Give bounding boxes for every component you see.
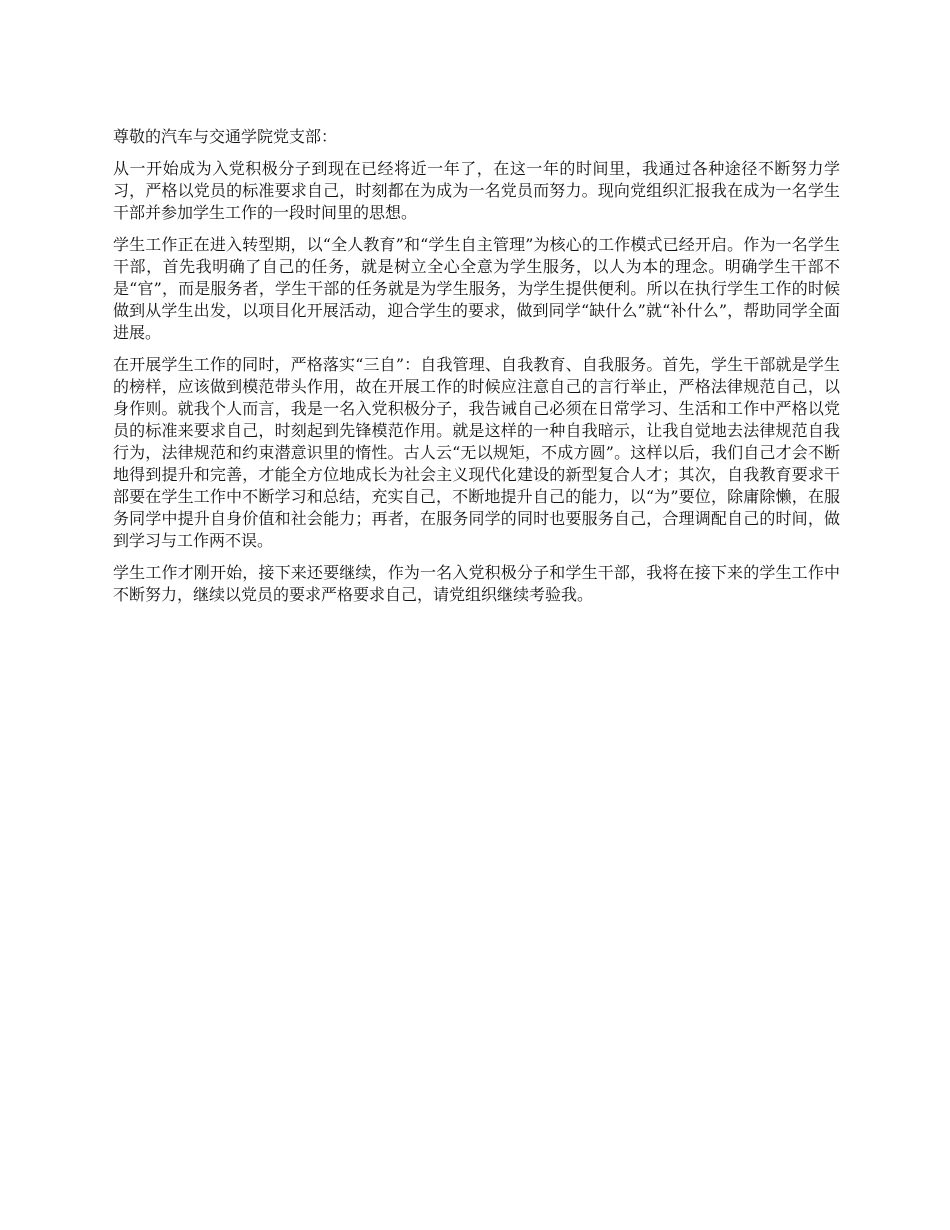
letter-paragraph-1: 从一开始成为入党积极分子到现在已经将近一年了，在这一年的时间里，我通过各种途径不断努力学习，严格以党员的标准要求自己，时刻都在为成为一名党员而努力。现向党组织汇报我在成为一名学生干部并参加学生工作的一段时间里的思想。: [113, 159, 840, 222]
letter-paragraph-3: 在开展学生工作的同时，严格落实“三自”：自我管理、自我教育、自我服务。首先，学生干部就是学生的榜样，应该做到模范带头作用，故在开展工作的时候应注意自己的言行举止，严格法律规范自己，以身作则。就我个人而言，我是一名入党积极分子，我告诫自己必须在日常学习、生活和工作中严格以党员的标准来要求自己，时刻起到先锋模范作用。就是这样的一种自我暗示，让我自觉地去法律规范自我行为，法律规范和约束潜意识里的惰性。古人云“无以规矩，不成方圆”。这样以后，我们自己才会不断地得到提升和完善，才能全方位地成长为社会主义现代化建设的新型复合人才；其次，自我教育要求干部要在学生工作中不断学习和总结，充实自己，不断地提升自己的能力，以“为”要位，除庸除懒，在服务同学中提升自身价值和社会能力；再者，在服务同学的同时也要服务自己，合理调配自己的时间，做到学习与工作两不误。: [113, 355, 840, 550]
letter-salutation: 尊敬的汽车与交通学院党支部：: [113, 127, 338, 146]
letter-paragraph-2: 学生工作正在进入转型期，以“全人教育”和“学生自主管理”为核心的工作模式已经开启。作为一名学生干部，首先我明确了自己的任务，就是树立全心全意为学生服务，以人为本的理念。明确学生干部不是“官”，而是服务者，学生干部的任务就是为学生服务，为学生提供便利。所以在执行学生工作的时候做到从学生出发，以项目化开展活动，迎合学生的要求，做到同学“缺什么”就“补什么”，帮助同学全面进展。: [113, 235, 840, 342]
letter-body: [113, 126, 840, 616]
letter-paragraph-4: 学生工作才刚开始，接下来还要继续，作为一名入党积极分子和学生干部，我将在接下来的学生工作中不断努力，继续以党员的要求严格要求自己，请党组织继续考验我。: [113, 563, 840, 604]
